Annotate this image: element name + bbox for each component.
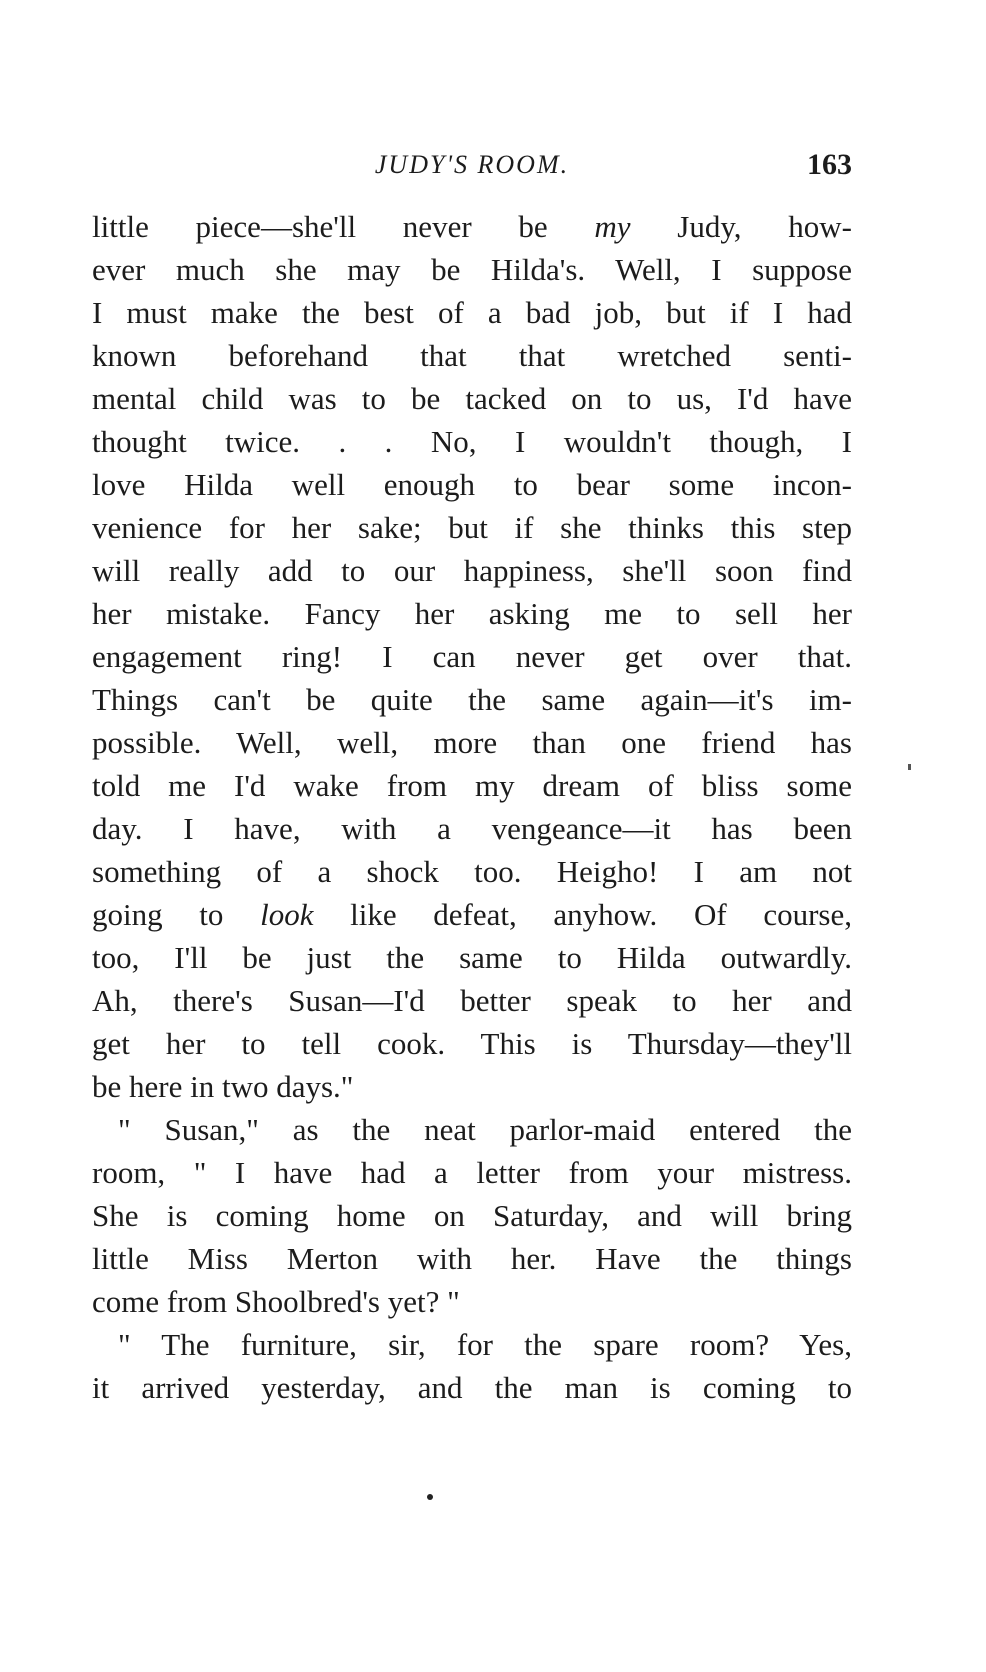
text-line: it arrived yesterday, and the man is coming to	[92, 1370, 852, 1405]
text-line: be here in two days."	[92, 1069, 354, 1104]
text-line: mental child was to be tacked on to us, I'd have	[92, 381, 852, 416]
text-line: told me I'd wake from my dream of bliss some	[92, 768, 852, 803]
text-line: will really add to our happiness, she'll soon find	[92, 553, 852, 588]
text-line: her mistake. Fancy her asking me to sell her	[92, 596, 852, 631]
text-line: going to look like defeat, anyhow. Of course,	[92, 897, 852, 932]
text-line: love Hilda well enough to bear some incon-	[92, 467, 852, 502]
text-line: Ah, there's Susan—I'd better speak to her and	[92, 983, 852, 1018]
text-line: room, " I have had a letter from your mistress.	[92, 1155, 852, 1190]
text-line: " Susan," as the neat parlor-maid entered the	[118, 1112, 852, 1147]
text-line: thought twice. . . No, I wouldn't though, I	[92, 424, 852, 459]
ink-speck	[427, 1494, 433, 1500]
text-line: come from Shoolbred's yet? "	[92, 1284, 460, 1319]
text-line: venience for her sake; but if she thinks this step	[92, 510, 852, 545]
text-line: engagement ring! I can never get over that.	[92, 639, 852, 674]
text-line: known beforehand that that wretched senti-	[92, 338, 852, 373]
running-head	[92, 150, 852, 190]
text-line: Things can't be quite the same again—it's im-	[92, 682, 852, 717]
text-line: little piece—she'll never be my Judy, how-	[92, 209, 853, 244]
body-text	[92, 205, 852, 1409]
text-line: something of a shock too. Heigho! I am not	[92, 854, 852, 889]
page-number: 163	[807, 148, 852, 181]
text-line: day. I have, with a vengeance—it has been	[92, 811, 852, 846]
text-line: ever much she may be Hilda's. Well, I suppose	[92, 252, 852, 287]
text-line: I must make the best of a bad job, but if I had	[92, 295, 852, 330]
text-line: She is coming home on Saturday, and will bring	[92, 1198, 852, 1233]
text-line: too, I'll be just the same to Hilda outwardly.	[92, 940, 852, 975]
text-line: possible. Well, well, more than one friend has	[92, 725, 852, 760]
text-line: " The furniture, sir, for the spare room? Yes,	[118, 1327, 852, 1362]
running-title: JUDY'S ROOM.	[374, 150, 570, 179]
margin-mark	[908, 764, 911, 770]
text-line: little Miss Merton with her. Have the things	[92, 1241, 852, 1276]
text-line: get her to tell cook. This is Thursday—they'll	[92, 1026, 852, 1061]
